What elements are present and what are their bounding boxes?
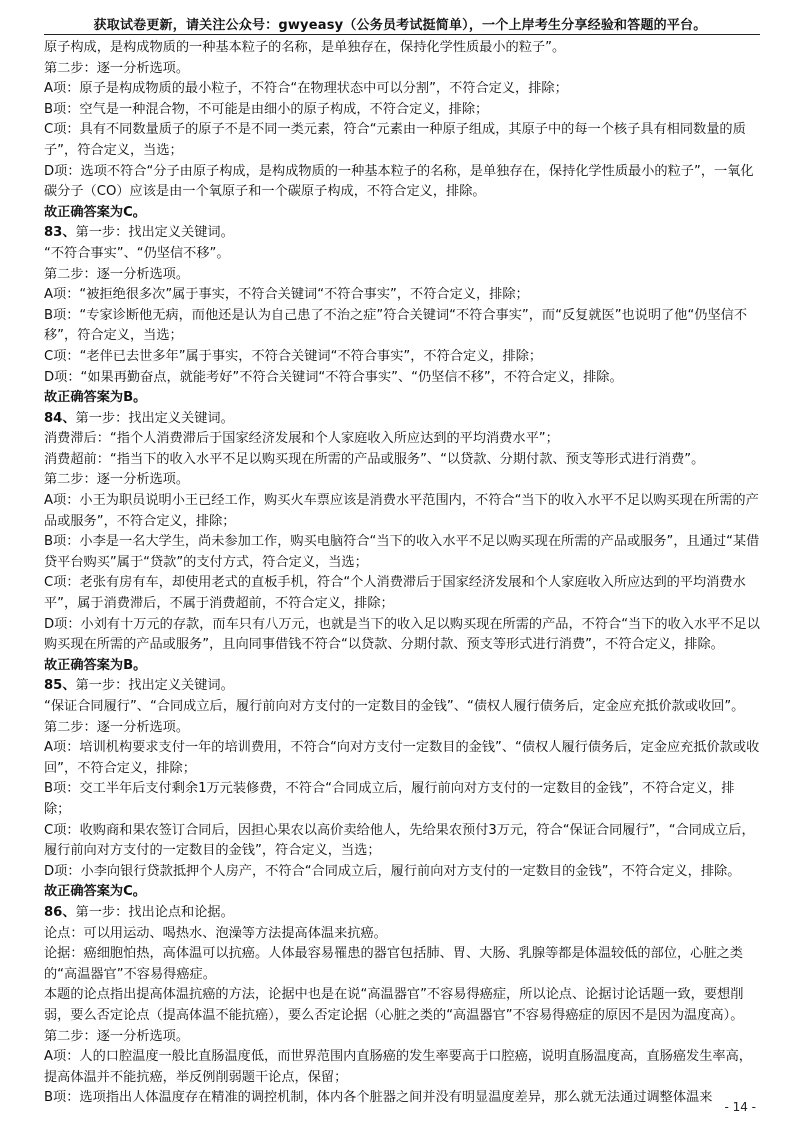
text-line (44, 1047, 760, 1088)
text-line (44, 368, 760, 389)
line-text: B项：小李是一名大学生，尚未参加工作，购买电脑符合“当下的收入水平不足以购买现在所需的产品或服务”，且通过“某借贷平台购买”属于“贷款”的支付方式，符合定义，当选； (44, 534, 760, 570)
text-line (44, 120, 760, 161)
text-line (44, 306, 760, 347)
line-text: D项：选项不符合“分子由原子构成，是构成物质的一种基本粒子的名称，是单独存在，保持化学性质最小的粒子”，一氧化碳分子（CO）应该是由一个氧原子和一个碳原子构成，不符合定义，排除。 (44, 163, 754, 200)
text-line (44, 718, 760, 739)
line-text: 消费滞后：“指个人消费滞后于国家经济发展和个人家庭收入所应达到的平均消费水平”； (44, 431, 559, 447)
question-number: 83、 (44, 225, 76, 241)
page-header: 获取试卷更新，请关注公众号：gwyeasy（公务员考试挺简单），一个上岸考生分享经验和答题的平台。 (93, 18, 707, 33)
text-line (44, 162, 760, 203)
line-text: 故正确答案为C。 (44, 204, 146, 220)
answer-line (44, 388, 760, 409)
text-line (44, 491, 760, 532)
answer-line (44, 656, 760, 677)
line-text: C项：“老伴已去世多年”属于事实，不符合关键词“不符合事实”，不符合定义，排除； (44, 348, 543, 364)
text-line (44, 59, 760, 80)
line-text: 第二步：逐一分析选项。 (44, 472, 190, 488)
line-text: A项：原子是构成物质的最小粒子，不符合“在物理状态中可以分割”，不符合定义，排除； (44, 81, 568, 97)
page-number: - 14 - (724, 1100, 756, 1114)
text-line (44, 470, 760, 491)
line-text: “不符合事实”、“仍坚信不移”。 (44, 245, 230, 261)
text-line (44, 100, 760, 121)
line-text: 消费超前：“指当下的收入水平不足以购买现在所需的产品或服务”、“以贷款、分期付款、预支等形式进行消费”。 (44, 451, 705, 467)
line-text: A项：人的口腔温度一般比直肠温度低，而世界范围内直肠癌的发生率要高于口腔癌，说明直肠温度高，直肠癌发生率高，提高体温并不能抗癌，举反例削弱题干论点，保留； (44, 1049, 752, 1085)
question-number: 85、 (44, 678, 76, 694)
header-divider (44, 34, 760, 35)
text-line (44, 38, 760, 59)
text-line (44, 924, 760, 945)
line-text: “保证合同履行”、“合同成立后，履行前向对方支付的一定数目的金钱”、“债权人履行债务后，定金应充抵价款或收回”。 (44, 699, 745, 714)
line-text: B项：交工半年后支付剩余1万元装修费，不符合“合同成立后，履行前向对方支付的一定数目的金钱”，不符合定义，排除； (44, 781, 735, 817)
line-text: 第一步：找出定义关键词。 (75, 225, 234, 241)
question-number: 86、 (44, 904, 76, 920)
line-text: C项：老张有房有车，却使用老式的直板手机，符合“个人消费滞后于国家经济发展和个人家庭收入所应达到的平均消费水平”，属于消费滞后，不属于消费超前，不符合定义，排除； (44, 575, 746, 612)
line-text: 故正确答案为B。 (44, 657, 147, 673)
line-text: 原子构成，是构成物质的一种基本粒子的名称，是单独存在，保持化学性质最小的粒子”。 (44, 40, 566, 55)
text-line (44, 985, 760, 1026)
line-text: 第一步：找出定义关键词。 (75, 678, 234, 694)
text-line (44, 347, 760, 368)
text-line (44, 738, 760, 779)
line-text: 第二步：逐一分析选项。 (44, 1028, 190, 1044)
line-text: 故正确答案为C。 (44, 884, 146, 900)
line-text: C项：收购商和果农签订合同后，因担心果农以高价卖给他人，先给果农预付3万元，符合“保证合同履行”，“合同成立后，履行前向对方支付的一定数目的金钱”，符合定义，当选； (44, 822, 755, 859)
answer-line (44, 882, 760, 903)
text-line (44, 862, 760, 883)
line-text: 第二步：逐一分析选项。 (44, 266, 190, 282)
text-line (44, 79, 760, 100)
text-line (44, 615, 760, 656)
text-line (44, 429, 760, 450)
line-text: 第一步：找出定义关键词。 (75, 410, 234, 426)
line-text: 故正确答案为B。 (44, 390, 147, 406)
question-start-line (44, 409, 760, 430)
text-line (44, 697, 760, 718)
line-text: C项：具有不同数量质子的原子不是不同一类元素，符合“元素由一种原子组成，其原子中的每一个核子具有相同数量的质子”，符合定义，当选； (44, 122, 746, 158)
question-start-line (44, 903, 760, 924)
answer-line (44, 203, 760, 224)
question-number: 84、 (44, 410, 76, 426)
line-text: D项：小李向银行贷款抵押个人房产，不符合“合同成立后，履行前向对方支付的一定数目的金钱”，不符合定义，排除。 (44, 863, 741, 879)
line-text: D项：“如果再勤奋点，就能考好”不符合关键词“不符合事实”、“仍坚信不移”，不符合定义，排除。 (44, 369, 623, 385)
line-text: B项：选项指出人体温度存在精准的调控机制，体内各个脏器之间并没有明显温度差异，那么就无法通过调整体温来 (44, 1090, 713, 1106)
text-line (44, 779, 760, 820)
question-start-line (44, 223, 760, 244)
text-line (44, 1088, 760, 1109)
text-line (44, 944, 760, 985)
text-line (44, 821, 760, 862)
line-text: D项：小刘有十万元的存款，而车只有八万元，也就是当下的收入足以购买现在所需的产品，不符合“当下的收入水平不足以购买现在所需的产品或服务”，且向同事借钱不符合“以贷款、分期付款、预支等形式进行消费”，不符合定义，排除。 (44, 616, 760, 653)
line-text: 论点：可以用运动、喝热水、泡澡等方法提高体温来抗癌。 (44, 925, 387, 941)
text-line (44, 1027, 760, 1048)
line-text: 第二步：逐一分析选项。 (44, 719, 190, 735)
text-line (44, 244, 760, 265)
line-text: 第一步：找出论点和论据。 (75, 904, 234, 920)
line-text: A项：小王为职员说明小王已经工作，购买火车票应该是消费水平范围内，不符合“当下的收入水平不足以购买现在所需的产品或服务”，不符合定义，排除； (44, 493, 759, 529)
line-text: 本题的论点指出提高体温抗癌的方法，论据中也是在说“高温器官”不容易得癌症，所以论点、论据讨论话题一致，要想削弱，要么否定论点（提高体温不能抗癌），要么否定论据（心脏之类的“高温器官”不容易得癌症的原因不是因为温度高）。 (44, 987, 744, 1023)
line-text: 论据：癌细胞怕热，高体温可以抗癌。人体最容易罹患的器官包括肺、胃、大肠、乳腺等都是体温较低的部位，心脏之类的“高温器官”不容易得癌症。 (44, 946, 743, 982)
text-line (44, 265, 760, 286)
text-line (44, 285, 760, 306)
line-text: B项：空气是一种混合物，不可能是由细小的原子构成，不符合定义，排除； (44, 101, 489, 117)
document-body (44, 38, 760, 1109)
text-line (44, 450, 760, 471)
text-line (44, 532, 760, 573)
line-text: A项：培训机构要求支付一年的培训费用，不符合“向对方支付一定数目的金钱”、“债权人履行债务后，定金应充抵价款或收回”，不符合定义，排除； (44, 740, 760, 776)
line-text: A项：“被拒绝很多次”属于事实，不符合关键词“不符合事实”，不符合定义，排除； (44, 287, 529, 303)
line-text: 第二步：逐一分析选项。 (44, 60, 190, 76)
text-line (44, 573, 760, 614)
line-text: B项：“专家诊断他无病，而他还是认为自己患了不治之症”符合关键词“不符合事实”，而“反复就医”也说明了他“仍坚信不移”，符合定义，当选； (44, 307, 748, 344)
question-start-line (44, 676, 760, 697)
